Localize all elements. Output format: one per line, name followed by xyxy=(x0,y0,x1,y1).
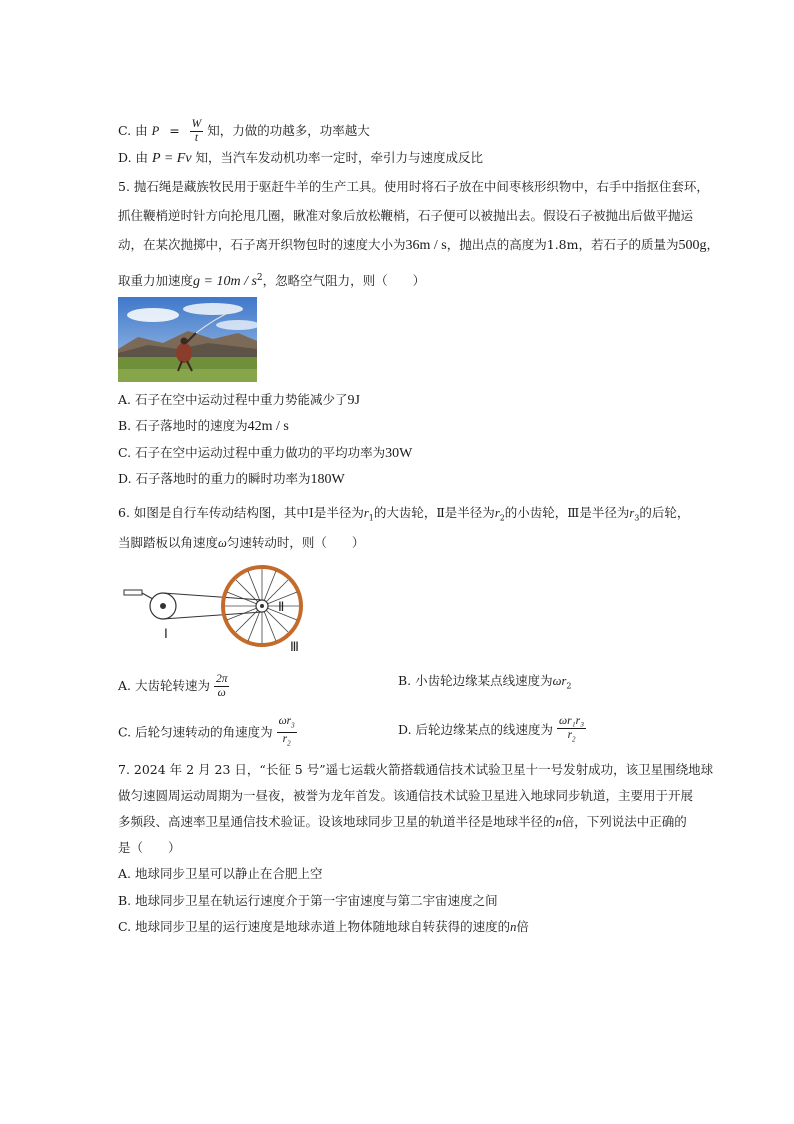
label-small-sprocket: Ⅱ xyxy=(278,599,285,614)
q6-option-c: C. 后轮匀速转动的角速度为 $\frac{\omega r_3}{r_2}$ xyxy=(118,715,297,751)
q6-option-d: D. 后轮边缘某点的线速度为 $\frac{\text{ωr₁r₃}}{r_2}$ xyxy=(398,715,586,746)
label-big-sprocket: Ⅰ xyxy=(164,626,168,641)
q5-option-c: C. 石子在空中运动过程中重力做功的平均功率为30W xyxy=(118,445,413,461)
q7-option-c: C. 地球同步卫星的运行速度是地球赤道上物体随地球自转获得的速度的n倍 xyxy=(118,919,529,934)
rear-wheel-linear-velocity-fraction: $\frac{\text{ωr₁r₃}}{r_2}$ xyxy=(559,715,585,744)
q5-option-b: B. 石子落地时的速度为42m / s xyxy=(118,418,289,434)
q7-option-b: B. 地球同步卫星在轨运行速度介于第一宇宙速度与第二宇宙速度之间 xyxy=(118,893,498,908)
photo-image xyxy=(118,297,257,382)
q7-stem-line2: 做匀速圆周运动周期为一昼夜，被誉为龙年首发。该通信技术试验卫星进入地球同步轨道，主要用于开展 xyxy=(118,788,694,803)
q5-stem-line2: 抓住鞭梢逆时针方向抡甩几圈，瞅准对象后放松鞭梢，石子便可以被抛出去。假设石子被抛出后做平抛运 xyxy=(118,208,694,223)
q4-option-c: C. 由 P = $\frac{W}{t}$ 知，力做的功越多，功率越大 xyxy=(118,118,370,144)
work-over-time-fraction: $\frac{W}{t}$ xyxy=(191,118,202,144)
q5-stem-line4: 取重力加速度$g = 10m / s^2$，忽略空气阻力，则（ ） xyxy=(118,273,426,290)
angular-speed-fraction: $\frac{2\pi}{\omega}$ xyxy=(215,673,228,699)
label-rear-wheel: Ⅲ xyxy=(290,639,299,654)
q7-stem-line3: 多频段、高速率卫星通信技术验证。设该地球同步卫星的轨道半径是地球半径的n倍，下列说法中正确的 xyxy=(118,814,687,829)
q6-option-b: B. 小齿轮边缘某点线速度为$\omega r_2$ xyxy=(398,673,572,691)
q5-stem-line3: 动，在某次抛掷中，石子离开织物包时的速度大小为36m / s，抛出点的高度为1.8m，若石子的质量为500g， xyxy=(118,237,719,253)
q5-option-d: D. 石子落地时的重力的瞬时功率为180W xyxy=(118,471,345,487)
herder-throwing-stone-photo xyxy=(118,297,257,382)
q6-stem-line2: 当脚踏板以角速度ω匀速转动时，则（ ） xyxy=(118,535,365,550)
q4-option-d: D. 由 P = Fv 知，当汽车发动机功率一定时，牵引力与速度成反比 xyxy=(118,150,484,166)
q6-option-a: A. 大齿轮转速为 $\frac{2\pi}{\omega}$ xyxy=(118,673,228,699)
q5-stem-line1: 5. 抛石绳是藏族牧民用于驱赶牛羊的生产工具。使用时将石子放在中间枣核形织物中，右手中指抠住套环， xyxy=(118,179,709,194)
q7-stem-line1: 7. 2024 年 2 月 23 日，“长征 5 号”遥七运载火箭搭载通信技术试验卫星十一号发射成功，该卫星围绕地球 xyxy=(118,762,714,777)
q5-option-a: A. 石子在空中运动过程中重力势能减少了9J xyxy=(118,392,360,408)
bicycle-transmission-diagram xyxy=(118,563,318,657)
rear-wheel-angular-velocity-fraction: $\frac{\omega r_3}{r_2}$ xyxy=(278,715,295,748)
pedal-crank xyxy=(124,590,142,595)
q7-option-a: A. 地球同步卫星可以静止在合肥上空 xyxy=(118,866,323,881)
q7-stem-line4: 是（ ） xyxy=(118,840,181,855)
q6-stem-line1: 6. 如图是自行车传动结构图，其中Ⅰ是半径为$r_1$的大齿轮，Ⅱ是半径为$r_2$的小齿轮，Ⅲ是半径为$r_3$的后轮， xyxy=(118,505,690,523)
bicycle-diagram-svg xyxy=(118,563,318,657)
